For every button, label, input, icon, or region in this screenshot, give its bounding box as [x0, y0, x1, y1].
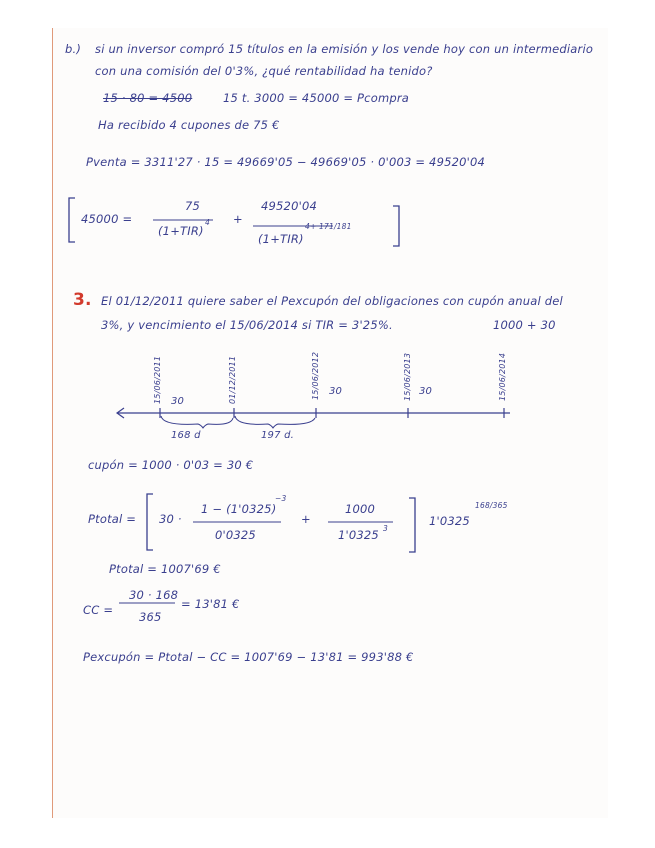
- problem-number: 3.: [73, 290, 92, 310]
- cc-result: = 13'81 €: [181, 597, 240, 611]
- irr-exponent-1: 4: [205, 218, 210, 227]
- coupon-calc: cupón = 1000 · 0'03 = 30 €: [88, 458, 254, 472]
- purchase-price-calc: 15 t. 3000 = 45000 = Pcompra: [223, 91, 410, 105]
- formula-numerator-2: 1000: [345, 502, 376, 516]
- formula-exponent-1: −3: [275, 494, 287, 503]
- part-b-line2: con una comisión del 0'3%, ¿qué rentabilidad ha tenido?: [95, 64, 433, 78]
- irr-denominator-1: (1+TIR): [158, 224, 204, 238]
- cc-numerator: 30 · 168: [129, 588, 179, 602]
- ptotal-label: Ptotal =: [88, 512, 137, 526]
- timeline-date-2: 01/12/2011: [228, 355, 237, 404]
- timeline-date-3: 15/06/2012: [311, 351, 320, 400]
- formula-coupon: 30 ·: [159, 512, 182, 526]
- formula-factor: 1'0325: [429, 514, 470, 528]
- irr-lhs: 45000 =: [81, 212, 133, 226]
- struck-calc: 15 · 80 = 4500: [103, 91, 193, 105]
- irr-numerator-2: 49520'04: [261, 199, 317, 213]
- timeline-date-4: 15/06/2013: [403, 352, 412, 401]
- span-right-days: 197 d.: [261, 430, 294, 441]
- sale-price-line: Pventa = 3311'27 · 15 = 49669'05 − 49669'05 · 0'003 = 49520'04: [86, 155, 486, 169]
- irr-plus: +: [233, 212, 243, 226]
- problem-line1: El 01/12/2011 quiere saber el Pexcupón del obligaciones con cupón anual del: [101, 294, 563, 308]
- cc-label: CC =: [83, 603, 114, 617]
- formula-denominator-1: 0'0325: [215, 528, 256, 542]
- part-b-label: b.): [65, 42, 82, 56]
- timeline-date-5: 15/06/2014: [498, 352, 507, 401]
- cc-denominator: 365: [139, 610, 162, 624]
- ptotal-result: Ptotal = 1007'69 €: [109, 562, 221, 576]
- span-left-days: 168 d: [171, 430, 201, 441]
- timeline-date-1: 15/06/2011: [153, 355, 162, 404]
- coupons-note: Ha recibido 4 cupones de 75 €: [98, 118, 280, 132]
- ex-coupon-price-line: Pexcupón = Ptotal − CC = 1007'69 − 13'81 = 993'88 €: [83, 650, 414, 664]
- timeline-cashflow-1: 30: [171, 396, 185, 407]
- timeline-cashflow-2: 30: [329, 386, 343, 397]
- timeline-drawing: [53, 28, 608, 818]
- irr-exponent-2: 4+ 171/181: [305, 222, 352, 231]
- part-b-line1: si un inversor compró 15 títulos en la emisión y los vende hoy con un intermediario: [95, 42, 594, 56]
- formula-factor-exponent: 168/365: [475, 501, 508, 510]
- problem-line2: 3%, y vencimiento el 15/06/2014 si TIR = 3'25%.: [101, 318, 393, 332]
- formula-denominator-2: 1'0325: [338, 528, 379, 542]
- timeline-cashflow-3: 30: [419, 386, 433, 397]
- final-cashflow-label: 1000 + 30: [493, 318, 556, 332]
- formula-plus: +: [301, 512, 311, 526]
- irr-denominator-2: (1+TIR): [258, 232, 304, 246]
- formula-exponent-2: 3: [383, 524, 388, 533]
- irr-numerator-1: 75: [185, 199, 201, 213]
- notebook-page: [52, 28, 608, 818]
- formula-numerator-1: 1 − (1'0325): [201, 502, 277, 516]
